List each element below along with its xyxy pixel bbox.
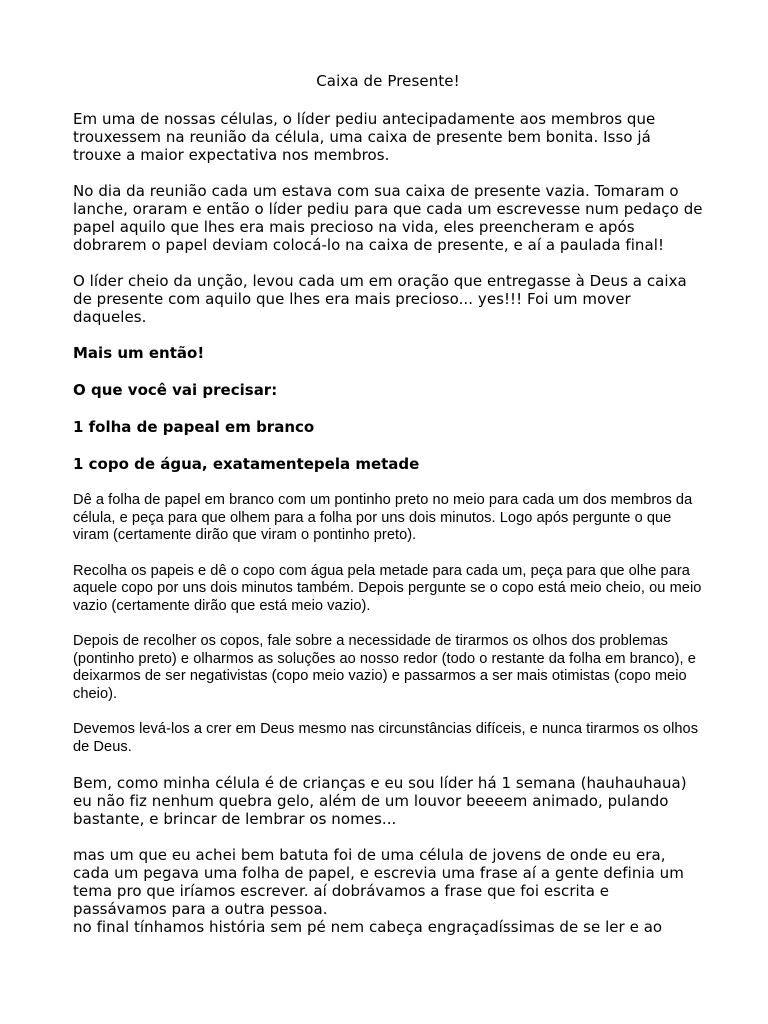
bold-heading-needs: O que você vai precisar: [73,381,278,399]
intro-paragraph-3: O líder cheio da unção, levou cada um em oração que entregasse à Deus a caixa de presente com aquilo que lhes era mais precioso... yes!!! Foi um mover daqueles. [73,272,687,326]
closing-paragraph-2: mas um que eu achei bem batuta foi de uma célula de jovens de onde eu era, cada um pegava uma folha de papel, e escrevia uma frase aí a gente definia um tema pro que iríamos escrever. aí dobrávamos a frase que foi escrita e passávamos para a outra pessoa. [73,846,684,918]
instruction-paragraph-2: Recolha os papeis e dê o copo com água pela metade para cada um, peça para que olhe para aquele copo por uns dois minutos também. Depois pergunte se o copo está meio cheio, ou meio vazio (certamente dirão que está meio vazio). [73,562,702,614]
closing-paragraph-3: no final tínhamos história sem pé nem cabeça engraçadíssimas de se ler e ao [73,918,663,936]
closing-paragraph-1: Bem, como minha célula é de crianças e eu sou líder há 1 semana (hauhauhaua) eu não fiz nenhum quebra gelo, além de um louvor beeeem animado, pulando bastante, e brincar de lembrar os nomes... [73,774,687,828]
bold-heading-more: Mais um então! [73,344,205,362]
instruction-paragraph-1: Dê a folha de papel em branco com um pontinho preto no meio para cada um dos membros da célula, e peça para que olhem para a folha por uns dois minutos. Logo após pergunte o que viram (certamente dirão que viram o pontinho preto). [73,492,693,543]
instruction-paragraph-3: Depois de recolher os copos, fale sobre a necessidade de tirarmos os olhos dos problemas (pontinho preto) e olharmos as soluções ao nosso redor (todo o restante da folha em branco), e deixarmos de ser negativistas (copo meio vazio) e passarmos a ser mais otimistas (copo meio cheio). [73,633,696,702]
intro-paragraph-1: Em uma de nossas células, o líder pediu antecipadamente aos membros que trouxessem na reunião da célula, uma caixa de presente bem bonita. Isso já trouxe a maior expectativa nos membros. [73,110,656,164]
document-title: Caixa de Presente! [316,72,460,90]
intro-paragraph-2: No dia da reunião cada um estava com sua caixa de presente vazia. Tomaram o lanche, oraram e então o líder pediu para que cada um escrevesse num pedaço de papel aquilo que lhes era mais precioso na vida, eles preencheram e após dobrarem o papel deviam colocá-lo na caixa de presente, e aí a paulada final! [73,182,703,254]
document-page [73,66,703,936]
bold-item-paper: 1 folha de papeal em branco [73,418,315,436]
bold-item-glass: 1 copo de água, exatamentepela metade [73,455,420,473]
instruction-paragraph-4: Devemos levá-los a crer em Deus mesmo nas circunstâncias difíceis, e nunca tirarmos os olhos de Deus. [73,721,699,755]
